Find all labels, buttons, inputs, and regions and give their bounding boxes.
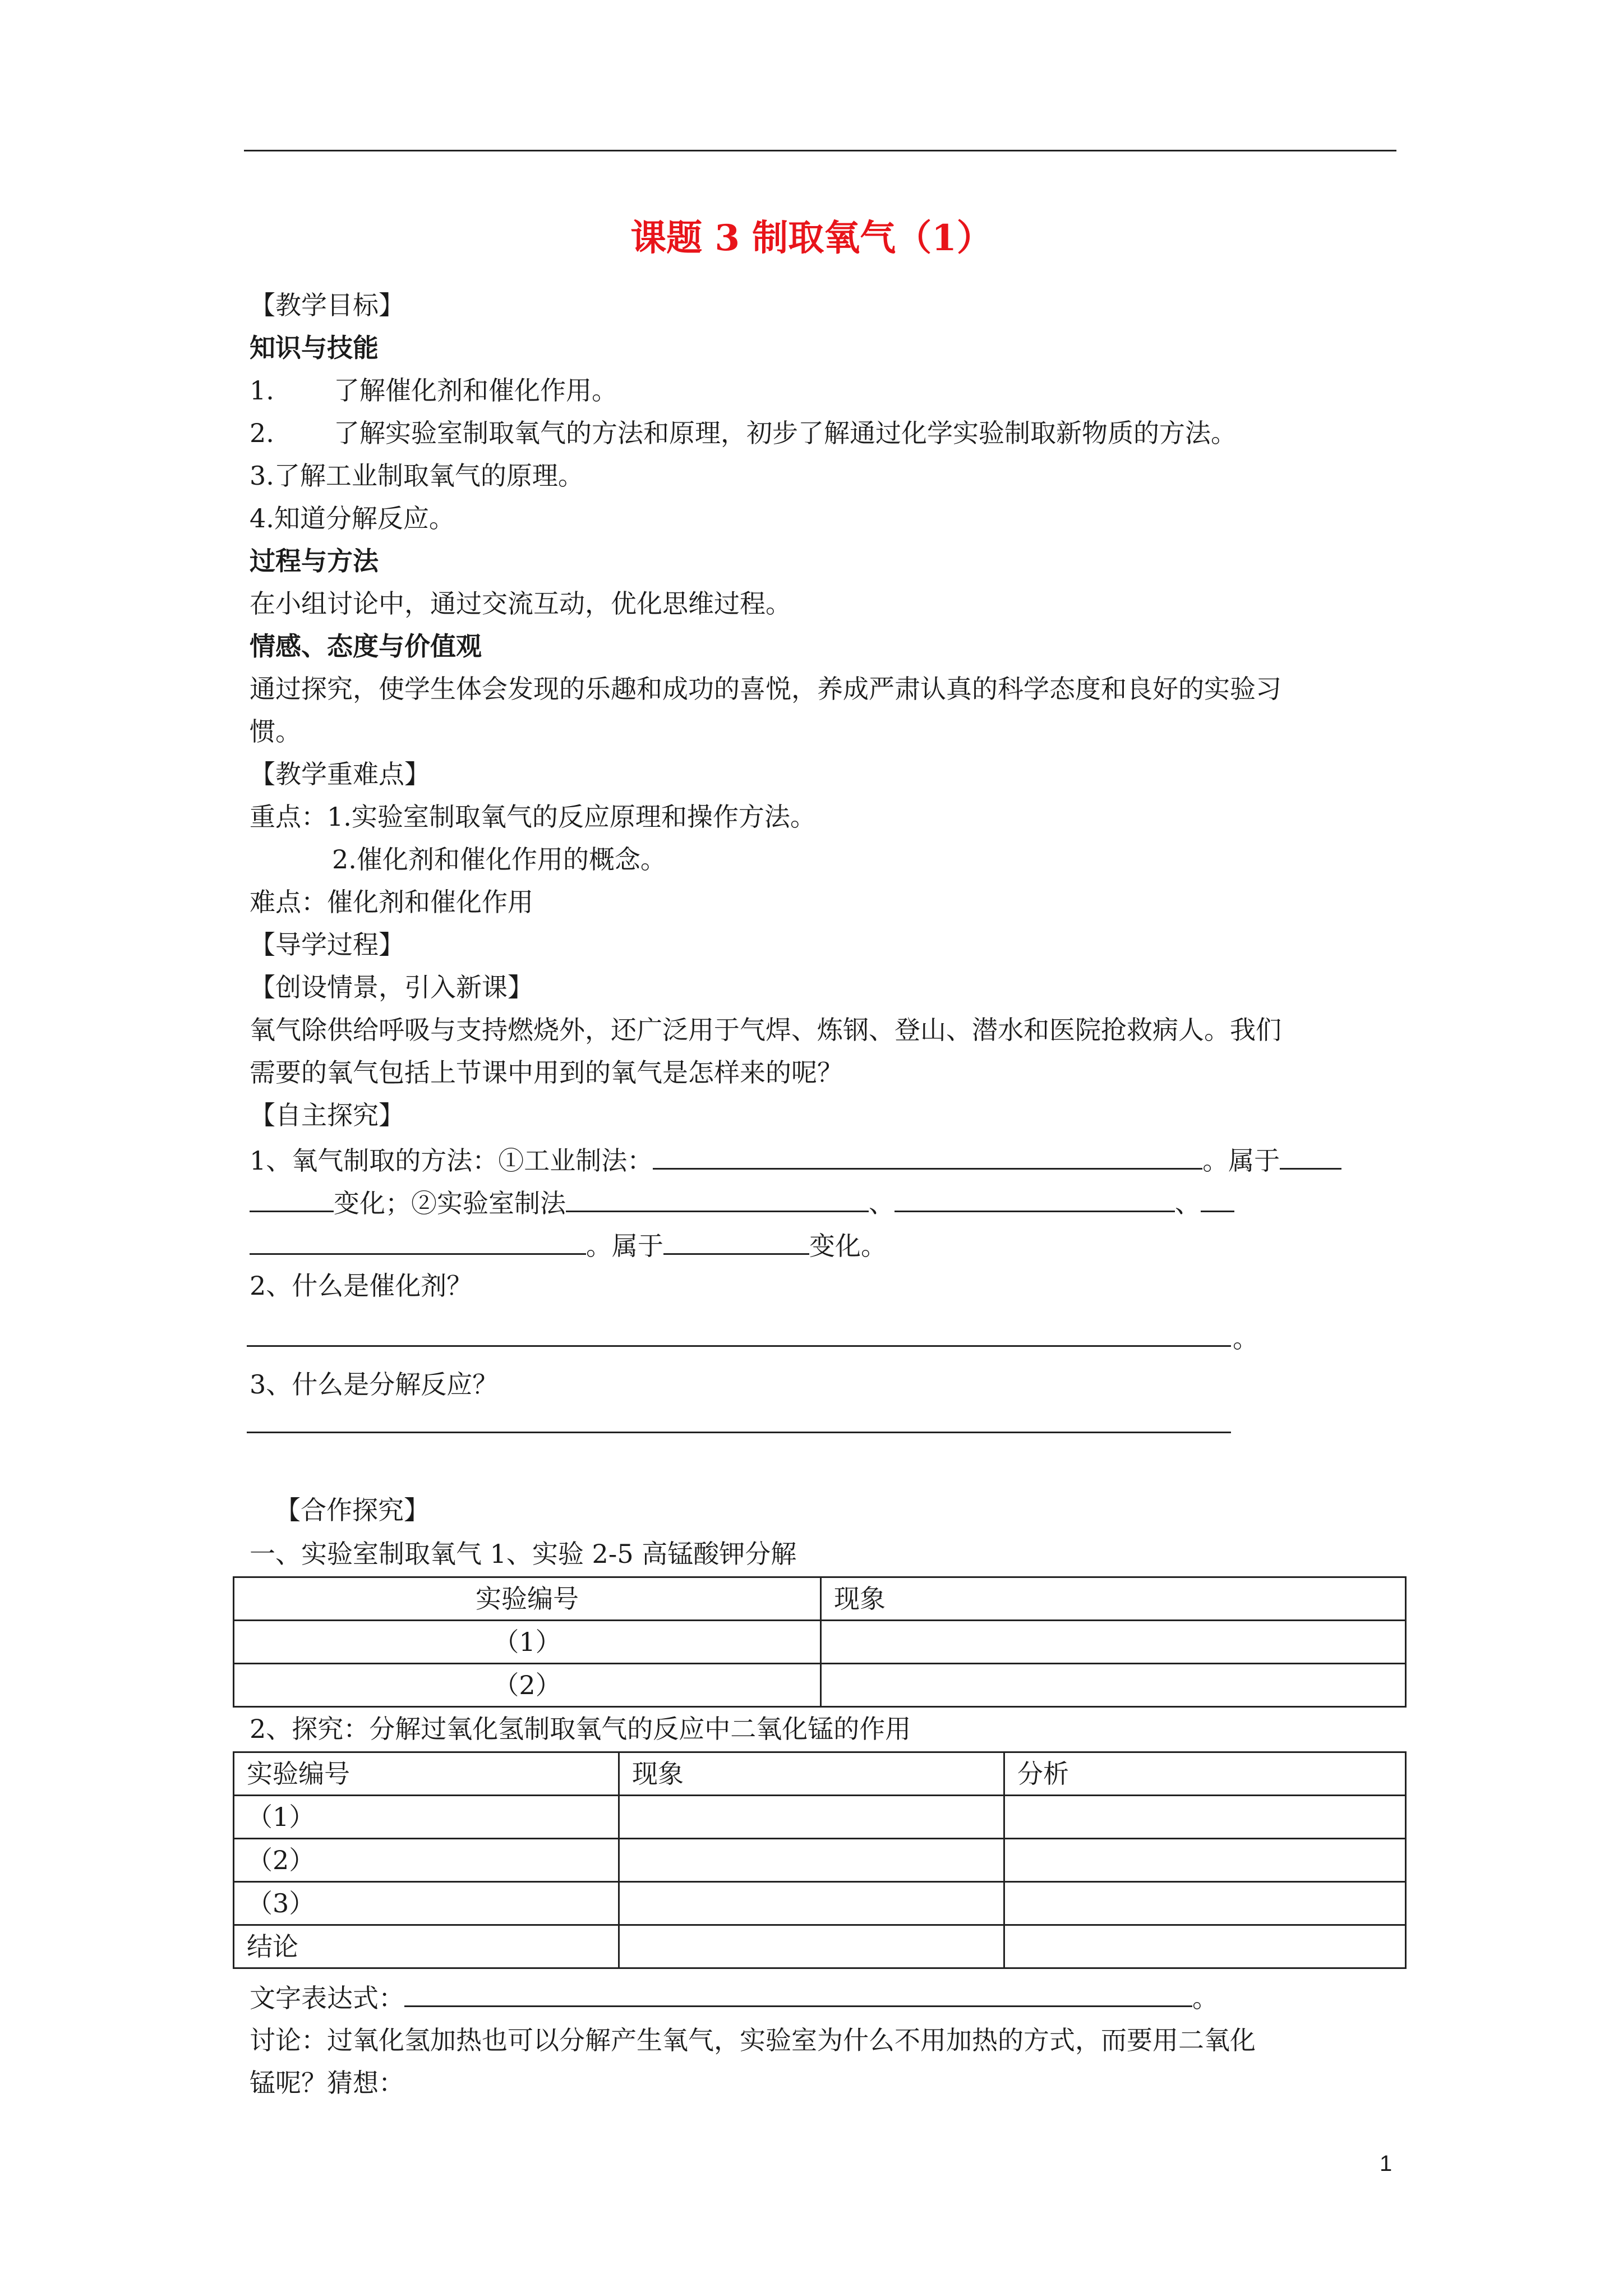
page-title: 课题 3 制取氧气（1） <box>630 217 993 259</box>
table-header-cell: 现象 <box>619 1752 1004 1796</box>
knowledge-item: 4.知道分解反应。 <box>250 503 455 533</box>
scene-header: 【创设情景，引入新课】 <box>250 972 533 1002</box>
answer-blank[interactable] <box>895 1182 1175 1212</box>
knowledge-item: 3.了解工业制取氧气的原理。 <box>250 461 584 491</box>
answer-end-mark: 。 <box>1192 1983 1218 2013</box>
experiment-1-table <box>233 1576 1407 1708</box>
question-1-line-1 <box>250 1140 1341 1179</box>
answer-blank[interactable] <box>566 1182 869 1212</box>
guide-header: 【导学过程】 <box>250 930 404 960</box>
emotion-header: 情感、态度与价值观 <box>250 631 482 661</box>
table-header-cell: 分析 <box>1004 1752 1406 1796</box>
item-text: 了解催化剂和催化作用。 <box>334 375 617 406</box>
table-cell[interactable] <box>1004 1925 1406 1968</box>
experiment-1-title: 一、实验室制取氧气 1、实验 2-5 高锰酸钾分解 <box>250 1539 797 1569</box>
table-cell: （1） <box>234 1796 619 1839</box>
word-equation <box>250 1977 1218 2016</box>
table-row <box>234 1621 1406 1664</box>
objectives-header: 【教学目标】 <box>250 290 404 320</box>
table-cell: （2） <box>234 1664 821 1707</box>
table-cell[interactable] <box>619 1796 1004 1839</box>
answer-blank[interactable] <box>250 1225 586 1255</box>
scene-text: 需要的氧气包括上节课中用到的氧气是怎样来的呢？ <box>250 1057 843 1088</box>
table-cell: （2） <box>234 1839 619 1882</box>
table-cell[interactable] <box>619 1882 1004 1925</box>
discussion-text: 讨论：过氧化氢加热也可以分解产生氧气，实验室为什么不用加热的方式，而要用二氧化 <box>250 2025 1256 2055</box>
keypoints-header: 【教学重难点】 <box>250 759 430 789</box>
table-cell: （3） <box>234 1882 619 1925</box>
table-cell[interactable] <box>821 1621 1406 1664</box>
answer-blank[interactable] <box>250 1182 334 1212</box>
item-number: 2. <box>250 418 274 448</box>
table-row <box>234 1796 1406 1839</box>
emotion-text: 惯。 <box>250 716 301 747</box>
difficulty: 难点：催化剂和催化作用 <box>250 887 533 917</box>
question-3: 3、什么是分解反应？ <box>250 1369 499 1400</box>
question-text: 变化；②实验室制法 <box>334 1188 566 1218</box>
scene-text: 氧气除供给呼吸与支持燃烧外，还广泛用于气焊、炼钢、登山、潜水和医院抢救病人。我们 <box>250 1015 1281 1045</box>
process-header: 过程与方法 <box>250 546 379 576</box>
word-equation-label: 文字表达式： <box>250 1983 404 2013</box>
question-text: 1、氧气制取的方法：①工业制法： <box>250 1145 653 1176</box>
item-text: 了解实验室制取氧气的方法和原理，初步了解通过化学实验制取新物质的方法。 <box>334 418 1237 448</box>
knowledge-header: 知识与技能 <box>250 333 379 363</box>
answer-blank[interactable] <box>663 1225 809 1255</box>
question-2: 2、什么是催化剂？ <box>250 1271 473 1301</box>
answer-blank[interactable] <box>404 1977 1192 2007</box>
table-cell[interactable] <box>1004 1839 1406 1882</box>
table-header-row <box>234 1752 1406 1796</box>
experiment-2-title: 2、探究：分解过氧化氢制取氧气的反应中二氧化锰的作用 <box>250 1714 911 1744</box>
question-text: 、 <box>1175 1188 1201 1218</box>
table-header-cell: 实验编号 <box>234 1752 619 1796</box>
answer-line[interactable] <box>247 1432 1231 1433</box>
header-rule <box>244 150 1396 151</box>
question-text: 变化。 <box>809 1231 887 1261</box>
knowledge-item <box>250 415 1237 451</box>
keypoint: 重点：1.实验室制取氧气的反应原理和操作方法。 <box>250 802 816 832</box>
table-row <box>234 1882 1406 1925</box>
answer-blank[interactable] <box>1280 1140 1341 1170</box>
self-study-header: 【自主探究】 <box>250 1100 404 1130</box>
question-text: 。属于 <box>1202 1145 1280 1176</box>
table-header-row <box>234 1577 1406 1621</box>
answer-blank[interactable] <box>653 1140 1202 1170</box>
emotion-text: 通过探究，使学生体会发现的乐趣和成功的喜悦，养成严肃认真的科学态度和良好的实验习 <box>250 674 1281 704</box>
table-cell[interactable] <box>619 1925 1004 1968</box>
question-1-line-2 <box>250 1182 1234 1221</box>
cooperation-header: 【合作探究】 <box>275 1495 430 1525</box>
table-row <box>234 1664 1406 1707</box>
table-header-cell: 现象 <box>821 1577 1406 1621</box>
table-row <box>234 1925 1406 1968</box>
table-row <box>234 1839 1406 1882</box>
page-number: 1 <box>1380 2151 1393 2176</box>
answer-end-mark: 。 <box>1233 1323 1258 1354</box>
question-text: 。属于 <box>586 1231 663 1261</box>
knowledge-item <box>250 372 617 408</box>
keypoint: 2.催化剂和催化作用的概念。 <box>332 844 666 875</box>
answer-blank[interactable] <box>1201 1182 1234 1212</box>
table-cell: 结论 <box>234 1925 619 1968</box>
experiment-2-table <box>233 1751 1407 1969</box>
table-header-cell: 实验编号 <box>234 1577 821 1621</box>
item-number: 1. <box>250 375 274 406</box>
answer-line[interactable] <box>247 1345 1231 1347</box>
table-cell[interactable] <box>1004 1796 1406 1839</box>
table-cell[interactable] <box>1004 1882 1406 1925</box>
table-cell: （1） <box>234 1621 821 1664</box>
discussion-text: 锰呢？猜想： <box>250 2068 404 2098</box>
process-text: 在小组讨论中，通过交流互动，优化思维过程。 <box>250 588 791 619</box>
table-cell[interactable] <box>619 1839 1004 1882</box>
table-cell[interactable] <box>821 1664 1406 1707</box>
question-1-line-3 <box>250 1225 887 1264</box>
question-text: 、 <box>869 1188 895 1218</box>
